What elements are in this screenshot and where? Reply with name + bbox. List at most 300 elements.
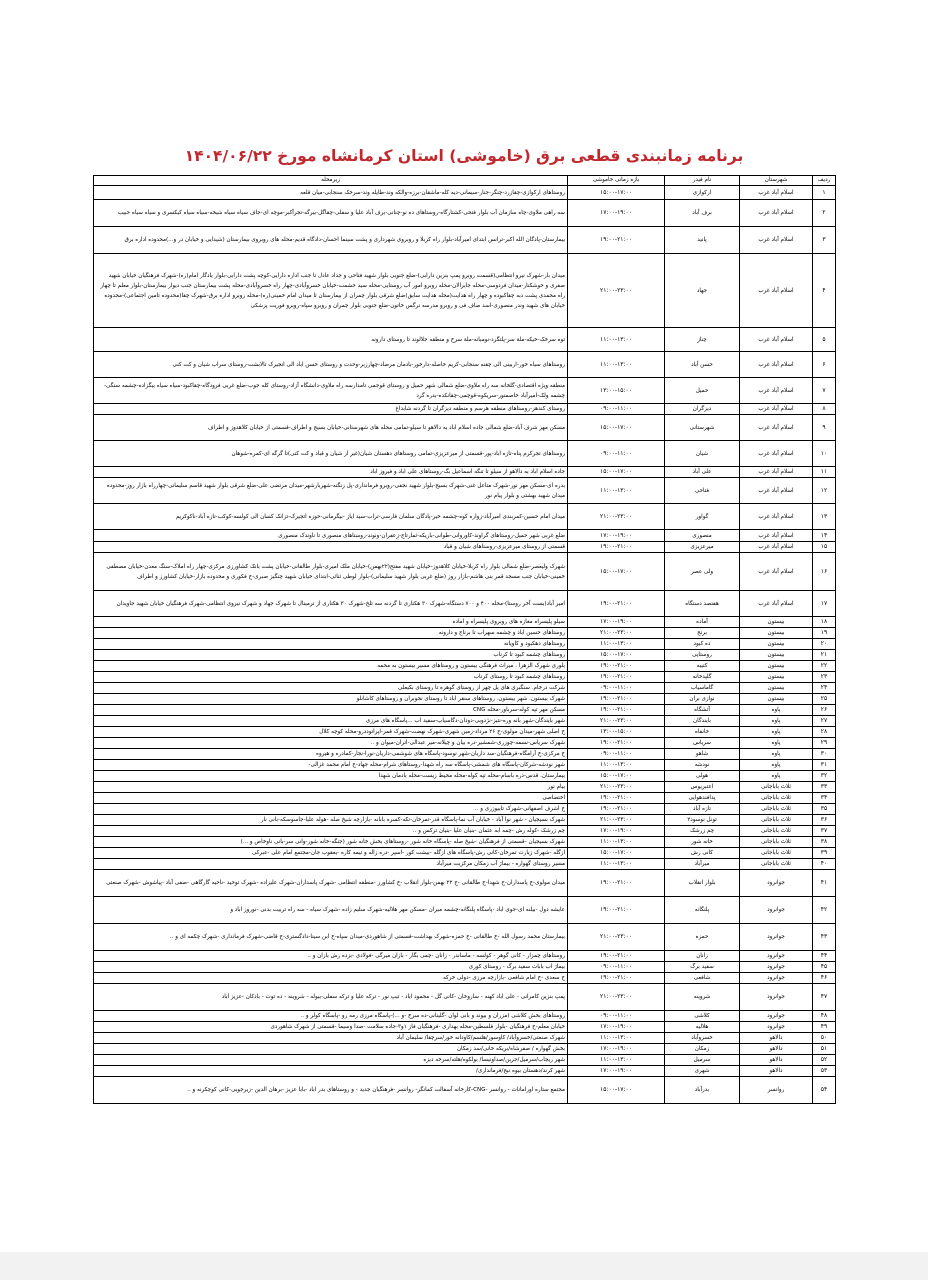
cell-area: خ سعدی -خ امام شافعی -بازارچه مرزی -دولی خرکه — [94, 973, 568, 984]
cell-feeder: کتیبه — [665, 661, 740, 672]
table-row — [94, 859, 836, 870]
cell-time: ۱۹:۰۰-۲۱:۰۰ — [568, 227, 665, 254]
cell-city: جوانرود — [740, 1011, 813, 1022]
cell-row-no: ۵۴ — [813, 1077, 836, 1104]
cell-area: اختصاصی — [94, 793, 568, 804]
cell-area: شهرک سریاس-نسمه-چوزری-شمشیر-دره بیان و چیلانه-میر عبدالی-اتران-میوان و .. — [94, 738, 568, 749]
header-area: زیرمحله — [94, 176, 568, 186]
cell-city: روانسر — [740, 1077, 813, 1104]
cell-time: ۱۵:۰۰-۱۷:۰۰ — [568, 467, 665, 478]
cell-time: ۱۱:۰۰-۱۳:۰۰ — [568, 478, 665, 504]
cell-row-no: ۶ — [813, 352, 836, 378]
cell-feeder: گواور — [665, 504, 740, 530]
table-row — [94, 716, 836, 727]
cell-area: مجتمع ستاره اورامانات - روانسر -CNG-کارخانه آسفالت کمانگر- روانسر -فرهنگیان جدید - و روستاهای بدر اباد -بابا عزیز -برهان الدین -زیرجوبی-کانی کوچکرنه و .. — [94, 1077, 568, 1104]
cell-feeder: تازه آباد — [665, 804, 740, 815]
cell-row-no: ۴۱ — [813, 870, 836, 897]
cell-city: اسلام آباد غرب — [740, 553, 813, 591]
cell-feeder: شافعی — [665, 973, 740, 984]
table-row — [94, 760, 836, 771]
cell-city: اسلام آباد غرب — [740, 352, 813, 378]
cell-area: روستاهای سیاه خور-اربینی الی چقنه سنجابی-کریم خاصله-دارخور-بادمان مرصاد-چهارزبر-وحدت و روستای حسن اباد الی انجیرک تالابشت-روستای سراب شیان و کت کنی — [94, 352, 568, 378]
cell-row-no: ۵۰ — [813, 1033, 836, 1044]
cell-time: ۱۵:۰۰-۱۷:۰۰ — [568, 650, 665, 661]
cell-city: ثلاث باباجانی — [740, 837, 813, 848]
table-row — [94, 227, 836, 254]
cell-area: ضلع غربی شهر حمیل-روستاهای گراوند-کاوروانی-طوانی-باریکه-ثمارتاج-زعفران-ونوند-روستاهای منصوری تا ناوندک منصوری — [94, 530, 568, 542]
cell-feeder: برف آباد — [665, 200, 740, 227]
cell-area: جاده اسلام اباد به دالاهو از سیلو تا تنگه اسماعیل بگ-روستاهای علی اباد و فیروز اباد — [94, 467, 568, 478]
cell-area: شهرک بیستون. شهر بیستون. روستاهای سنقر اباد تا روستای نجوبران و روستاهای کاشانلو — [94, 694, 568, 705]
table-row — [94, 705, 836, 716]
cell-row-no: ۳۱ — [813, 760, 836, 771]
table-row — [94, 694, 836, 705]
cell-feeder: سفید برگ — [665, 962, 740, 973]
cell-city: پاوه — [740, 771, 813, 782]
cell-area: خ اشرف اصفهانی-شهرک تابیوزری و .. — [94, 804, 568, 815]
table-row — [94, 628, 836, 639]
cell-feeder: نودشه — [665, 760, 740, 771]
page-bottom-band — [0, 1252, 928, 1280]
cell-time: ۱۵:۰۰-۱۷:۰۰ — [568, 553, 665, 591]
cell-time: ۲۱:۰۰-۲۳:۰۰ — [568, 924, 665, 951]
cell-time: ۱۹:۰۰-۲۱:۰۰ — [568, 951, 665, 962]
cell-row-no: ۱۷ — [813, 591, 836, 617]
table-body — [94, 186, 836, 1104]
cell-area: شهر نودشه-شرکان-پاسگاه های شمشی-پاسگاه سه راه شهدا-روستاهای شرام-محله جهاد-خ امام محمد غزالی- — [94, 760, 568, 771]
outage-schedule-table — [93, 175, 836, 1104]
cell-city: پاوه — [740, 749, 813, 760]
cell-city: اسلام آباد غرب — [740, 504, 813, 530]
cell-row-no: ۱۳ — [813, 504, 836, 530]
table-row — [94, 962, 836, 973]
cell-row-no: ۱۴ — [813, 530, 836, 542]
table-row — [94, 738, 836, 749]
cell-area: بیماژ اب بابات سفید برگ - روستای کوری — [94, 962, 568, 973]
cell-feeder: سرمیل — [665, 1055, 740, 1066]
cell-city: اسلام آباد غرب — [740, 378, 813, 404]
cell-time: ۱۳:۰۰-۱۵:۰۰ — [568, 727, 665, 738]
cell-feeder: ارکوازی — [665, 186, 740, 200]
table-row — [94, 478, 836, 504]
cell-time: ۱۹:۰۰-۲۱:۰۰ — [568, 804, 665, 815]
cell-row-no: ۵ — [813, 328, 836, 352]
cell-row-no: ۳۶ — [813, 815, 836, 826]
cell-city: ثلاث باباجانی — [740, 859, 813, 870]
cell-city: اسلام آباد غرب — [740, 530, 813, 542]
cell-time: ۱۹:۰۰-۲۱:۰۰ — [568, 738, 665, 749]
cell-row-no: ۴۳ — [813, 924, 836, 951]
cell-area: شهر ریجاب/سرمیل/جرین/صداونیسا/ بولکوه/هلته/سرخه دیزه — [94, 1055, 568, 1066]
cell-area: سیلو پلیسراه مغازه های روبروی پلیسراه و اماده — [94, 617, 568, 628]
cell-area: بیمارستان-پادگان الله اکبر-ترانس ابتدای امیرآباد-بلوار راه کربلا و روبروی شهرداری و پشت سینما احسان-دادگاه قدیم-محله های روبروی بیمارستان (شیدایی و خیابان در و...)محدوده اداره برق — [94, 227, 568, 254]
cell-area: توه سرخک-خیکه-ملة سر-پلتگرد-نومبانه-ملة سرخ و منطقه جلالوند تا روستای دارونه — [94, 328, 568, 352]
cell-row-no: ۲۵ — [813, 694, 836, 705]
cell-time: ۱۳:۰۰-۱۵:۰۰ — [568, 378, 665, 404]
cell-feeder: شروینه — [665, 984, 740, 1011]
cell-area: روستاهای حسین اباد و چشمه سهراب تا برناج و دارونه — [94, 628, 568, 639]
cell-area: شهر کرند/دهستان بیوه نیج/فرمانداری/ — [94, 1066, 568, 1077]
cell-area: ازگله -شهرک زیارت تمرخان-کانی رش-پاسگاه های ازگله -بیشت کور -اسپر -دره زاله و تیمه کاره -یعقوب جان-مجتمع امام علی -عبرکی — [94, 848, 568, 859]
cell-time: ۱۷:۰۰-۱۹:۰۰ — [568, 617, 665, 628]
cell-time: ۱۱:۰۰-۱۳:۰۰ — [568, 639, 665, 650]
cell-time: ۱۹:۰۰-۲۱:۰۰ — [568, 672, 665, 683]
cell-city: جوانرود — [740, 951, 813, 962]
cell-city: پاوه — [740, 738, 813, 749]
cell-time: ۱۷:۰۰-۱۹:۰۰ — [568, 1044, 665, 1055]
cell-city: دالاهو — [740, 1055, 813, 1066]
cell-row-no: ۲۹ — [813, 738, 836, 749]
cell-row-no: ۴۸ — [813, 1011, 836, 1022]
cell-time: ۲۱:۰۰-۲۳:۰۰ — [568, 628, 665, 639]
table-row — [94, 504, 836, 530]
cell-city: جوانرود — [740, 984, 813, 1011]
cell-row-no: ۳۳ — [813, 782, 836, 793]
cell-time: ۱۱:۰۰-۱۳:۰۰ — [568, 859, 665, 870]
cell-time: ۱۱:۰۰-۱۳:۰۰ — [568, 352, 665, 378]
cell-feeder: هلالیه — [665, 1022, 740, 1033]
cell-row-no: ۲ — [813, 200, 836, 227]
cell-row-no: ۴۹ — [813, 1022, 836, 1033]
cell-feeder: چم زرشک — [665, 826, 740, 837]
header-row-no: ردیف — [813, 176, 836, 186]
cell-row-no: ۳۴ — [813, 793, 836, 804]
cell-city: ثلاث باباجانی — [740, 793, 813, 804]
cell-feeder: شهری — [665, 1066, 740, 1077]
cell-row-no: ۷ — [813, 378, 836, 404]
cell-area: پمپ بنزین کامرانی - علی اباد کهنه - ساروخان -کانی گل - محمود اباد - تیپ نور - ترکه علیا و ترکه سفلی-بیوله - شروینه - ده توت - بادکان -عزیز اباد — [94, 984, 568, 1011]
header-city: شهرستان — [740, 176, 813, 186]
table-row — [94, 617, 836, 628]
cell-feeder: زانان — [665, 951, 740, 962]
table-row — [94, 826, 836, 837]
table-row — [94, 749, 836, 760]
cell-feeder: روستایی — [665, 650, 740, 661]
table-row — [94, 771, 836, 782]
cell-feeder: فتاحی — [665, 478, 740, 504]
cell-feeder: تونل نوسود۲ — [665, 815, 740, 826]
cell-time: ۰۹:۰۰-۱۱:۰۰ — [568, 1011, 665, 1022]
cell-feeder: پدافندهوایی — [665, 793, 740, 804]
cell-city: ثلاث باباجانی — [740, 848, 813, 859]
cell-row-no: ۳۸ — [813, 837, 836, 848]
table-row — [94, 984, 836, 1011]
cell-row-no: ۲۲ — [813, 661, 836, 672]
table-row — [94, 186, 836, 200]
cell-area: روستاهای بخش کلاشی (مزران و بیوند و بانی لوان -گلینانی-ده سرخ -و ...)-پاسگاه مرزی رمه رو -پاسگاه کولر و .. — [94, 1011, 568, 1022]
cell-row-no: ۸ — [813, 404, 836, 415]
cell-city: جوانرود — [740, 924, 813, 951]
table-row — [94, 727, 836, 738]
cell-area: روستاهای دهکبود و کاویانه — [94, 639, 568, 650]
cell-feeder: شیان — [665, 441, 740, 467]
cell-row-no: ۴۰ — [813, 859, 836, 870]
cell-time: ۱۱:۰۰-۱۳:۰۰ — [568, 1033, 665, 1044]
cell-feeder: بلوار انقلاب — [665, 870, 740, 897]
table-row — [94, 404, 836, 415]
cell-area: چم زرشک -کوله رش -چمه ابه عثمان -بنیان علیا -بنیان ترکس و .. — [94, 826, 568, 837]
table-row — [94, 415, 836, 441]
cell-row-no: ۴۷ — [813, 984, 836, 1011]
cell-city: اسلام آباد غرب — [740, 186, 813, 200]
cell-feeder: حمزه — [665, 924, 740, 951]
table-row — [94, 815, 836, 826]
cell-row-no: ۴۲ — [813, 897, 836, 924]
cell-feeder: خانقاه — [665, 727, 740, 738]
cell-area: روستاهای چمزار - کانی گوهر - کولسه - ماساندر - زانان -چمی بگار - بازان میرگی -فولادی -بزده رش بازان و .. — [94, 951, 568, 962]
cell-row-no: ۵۳ — [813, 1066, 836, 1077]
cell-city: جوانرود — [740, 1022, 813, 1033]
cell-time: ۰۹:۰۰-۱۱:۰۰ — [568, 749, 665, 760]
cell-feeder: بدرآباد — [665, 1077, 740, 1104]
cell-city: اسلام آباد غرب — [740, 328, 813, 352]
cell-row-no: ۳۷ — [813, 826, 836, 837]
cell-city: بیستون — [740, 617, 813, 628]
cell-row-no: ۲۶ — [813, 705, 836, 716]
cell-city: دالاهو — [740, 1033, 813, 1044]
cell-city: اسلام آباد غرب — [740, 478, 813, 504]
cell-time: ۲۱:۰۰-۲۳:۰۰ — [568, 782, 665, 793]
cell-city: جوانرود — [740, 973, 813, 984]
cell-area: مسکن مهر تپه کوله-سرباور-محله CNG — [94, 705, 568, 716]
cell-time: ۱۷:۰۰-۱۹:۰۰ — [568, 1022, 665, 1033]
table-row — [94, 441, 836, 467]
table-row — [94, 553, 836, 591]
cell-area: شهرک بسیجیان -قسمتی از فرهنگیان -شیخ صله -پاسگاه خانه شور -روستاهای بخش خانه شور (جنگه-خانه شور-وانی سر-بانی ناوخاص و ...) — [94, 837, 568, 848]
cell-row-no: ۲۸ — [813, 727, 836, 738]
cell-row-no: ۳۲ — [813, 771, 836, 782]
cell-row-no: ۱۸ — [813, 617, 836, 628]
cell-feeder: آتشگاه — [665, 705, 740, 716]
cell-area: خ مرکزی-خ آرامگاه-فرهنگیان-سد داریان-شهر نوسود-پاسگاه های شوشمی-داریان-نورا-نجار-کمادره و هیروه — [94, 749, 568, 760]
cell-city: جوانرود — [740, 897, 813, 924]
outage-schedule-sheet — [93, 175, 835, 1104]
cell-row-no: ۳ — [813, 227, 836, 254]
cell-city: اسلام آباد غرب — [740, 591, 813, 617]
table-row — [94, 870, 836, 897]
cell-row-no: ۳۵ — [813, 804, 836, 815]
cell-time: ۲۱:۰۰-۲۳:۰۰ — [568, 984, 665, 1011]
cell-area: مسیر روستای گهواره - بیماژ آب زمکان مرکزیت میرآباد — [94, 859, 568, 870]
cell-row-no: ۱۲ — [813, 478, 836, 504]
cell-time: ۱۹:۰۰-۲۱:۰۰ — [568, 694, 665, 705]
cell-city: اسلام آباد غرب — [740, 404, 813, 415]
cell-time: ۱۱:۰۰-۱۳:۰۰ — [568, 760, 665, 771]
table-row — [94, 837, 836, 848]
cell-time: ۲۱:۰۰-۲۳:۰۰ — [568, 815, 665, 826]
cell-feeder: شهرستانی — [665, 415, 740, 441]
table-row — [94, 951, 836, 962]
cell-time: ۱۵:۰۰-۱۷:۰۰ — [568, 1077, 665, 1104]
cell-time: ۱۱:۰۰-۱۳:۰۰ — [568, 328, 665, 352]
cell-time: ۱۵:۰۰-۱۷:۰۰ — [568, 771, 665, 782]
cell-row-no: ۲۴ — [813, 683, 836, 694]
table-row — [94, 352, 836, 378]
table-row — [94, 254, 836, 328]
cell-area: شرکت درخام. سنگبری های پل چهر از روستای گوهره تا روستای بکیعلی — [94, 683, 568, 694]
table-row — [94, 328, 836, 352]
cell-city: پاوه — [740, 727, 813, 738]
cell-city: بیستون — [740, 628, 813, 639]
cell-area: شهرک بسیجیان - شهر نوا آباد - خیابان آب نما-پاسگاه قدر-تمرخان-تکه-کسره بابانه -بازارچه شیخ صله -هوله علیا-جاسوسکه-بانی نار — [94, 815, 568, 826]
cell-feeder: بایندگان — [665, 716, 740, 727]
cell-city: پاوه — [740, 760, 813, 771]
cell-city: ثلاث باباجانی — [740, 804, 813, 815]
cell-time: ۰۹:۰۰-۱۱:۰۰ — [568, 404, 665, 415]
cell-row-no: ۵۲ — [813, 1055, 836, 1066]
cell-row-no: ۴۴ — [813, 951, 836, 962]
table-row — [94, 378, 836, 404]
cell-feeder: شاهو — [665, 749, 740, 760]
cell-row-no: ۲۰ — [813, 639, 836, 650]
cell-city: جوانرود — [740, 962, 813, 973]
cell-city: جوانرود — [740, 870, 813, 897]
cell-city: ثلاث باباجانی — [740, 815, 813, 826]
cell-row-no: ۲۳ — [813, 672, 836, 683]
cell-feeder: سریاس — [665, 738, 740, 749]
cell-row-no: ۱۰ — [813, 441, 836, 467]
cell-time: ۲۱:۰۰-۲۳:۰۰ — [568, 254, 665, 328]
cell-area: خیابان معلم-خ فرهنگیان -بلوار فلسطین-محله بهداری -فرهنگیان فاز ۱و۳-جاده سلامت -صدا وسیما -قسمتی از شهرک شاهوردی — [94, 1022, 568, 1033]
cell-city: بیستون — [740, 694, 813, 705]
cell-time: ۱۹:۰۰-۲۱:۰۰ — [568, 973, 665, 984]
table-row — [94, 591, 836, 617]
cell-row-no: ۲۷ — [813, 716, 836, 727]
cell-city: پاوه — [740, 705, 813, 716]
cell-row-no: ۴۶ — [813, 973, 836, 984]
cell-feeder: پلنگانه — [665, 897, 740, 924]
cell-feeder: هولی — [665, 771, 740, 782]
cell-feeder: زمکان — [665, 1044, 740, 1055]
table-row — [94, 683, 836, 694]
cell-feeder: حمیل — [665, 378, 740, 404]
cell-row-no: ۱۵ — [813, 542, 836, 553]
cell-time: ۱۹:۰۰-۲۱:۰۰ — [568, 897, 665, 924]
cell-time: ۱۷:۰۰-۱۹:۰۰ — [568, 530, 665, 542]
table-row — [94, 639, 836, 650]
cell-time: ۱۷:۰۰-۱۹:۰۰ — [568, 200, 665, 227]
cell-time: ۱۵:۰۰-۱۷:۰۰ — [568, 848, 665, 859]
table-row — [94, 542, 836, 553]
cell-feeder: ده کبود — [665, 639, 740, 650]
cell-area: شهرک صنعتی/خسروآباد/ کاوسور/هلسم/کاودانه خور/سرچقا/ سلیمان آباد — [94, 1033, 568, 1044]
cell-city: دالاهو — [740, 1044, 813, 1055]
cell-area: قسمتی از روستای میرعزیزی-روستاهای شیان و قباد — [94, 542, 568, 553]
table-row — [94, 793, 836, 804]
cell-feeder: ولی عصر — [665, 553, 740, 591]
cell-feeder: هفتصد دستگاه — [665, 591, 740, 617]
cell-area: بلوری شهرک الزهرا . میراث فرهنگی بیستون و روستاهای مسیر بیستون به محمه — [94, 661, 568, 672]
table-row — [94, 467, 836, 478]
cell-city: بیستون — [740, 672, 813, 683]
cell-city: اسلام آباد غرب — [740, 467, 813, 478]
cell-feeder: خسروآباد — [665, 1033, 740, 1044]
header-time: بازه زمانی خاموشی — [568, 176, 665, 186]
table-row — [94, 897, 836, 924]
cell-area: روستاهای تجرکرم پناه-تازه اباد-پور-قسمتی از میرعزیزی-تمامی روستاهای دهستان شیان(غیر از شیان و قباد و کت کنی)تا گرگه ای-کمره-شوهان — [94, 441, 568, 467]
cell-feeder: منصوری — [665, 530, 740, 542]
table-row — [94, 1066, 836, 1077]
cell-row-no: ۱ — [813, 186, 836, 200]
table-row — [94, 1055, 836, 1066]
cell-time: ۰۹:۰۰-۱۱:۰۰ — [568, 962, 665, 973]
cell-city: بیستون — [740, 683, 813, 694]
table-row — [94, 1022, 836, 1033]
cell-time: ۰۹:۰۰-۱۱:۰۰ — [568, 441, 665, 467]
table-row — [94, 200, 836, 227]
cell-city: اسلام آباد غرب — [740, 200, 813, 227]
cell-feeder: علی آباد — [665, 467, 740, 478]
cell-row-no: ۱۹ — [813, 628, 836, 639]
table-row — [94, 1011, 836, 1022]
cell-city: اسلام آباد غرب — [740, 542, 813, 553]
cell-area: بیمارستان. قدس-دره باسام-محله تپه کوله-محله محیط زیست-محله بادمان شهدا — [94, 771, 568, 782]
table-row — [94, 973, 836, 984]
cell-time: ۲۱:۰۰-۲۳:۰۰ — [568, 716, 665, 727]
cell-area: روستاهای چشمه کبود تا روستای کرناب — [94, 672, 568, 683]
cell-row-no: ۱۶ — [813, 553, 836, 591]
cell-row-no: ۳۰ — [813, 749, 836, 760]
cell-feeder: پانید — [665, 227, 740, 254]
table-row — [94, 924, 836, 951]
cell-feeder: میرآباد — [665, 859, 740, 870]
cell-row-no: ۳۹ — [813, 848, 836, 859]
cell-area: شهرک ولیعصر-ضلع شمالی بلوار راه کربلا-خیابان کلاهدوز-خیابان شهید مفتح(۲۲بهمن)-خیابان ملک امیری-بلوار طالقانی-خیابان پشت بانک کشاورزی مرکزی-چهار راه املاک-سنگ معدن-خیابان مصطفی خمینی-خیابان جنب مسجد قمر بنی هاشم-بازار روز (ضلع غربی بلوار شهید سلیمانی)-بلوار لوطی ثنائی-ابتدای خیابان شهید چنگیز صبری-خ فکوری و محدوده بازار-خیابان کشاورز و اطراف — [94, 553, 568, 591]
cell-area: بدره ای-مسکن مهر نور-شهرک متاعل غنی-شهرک بسیج-بلوار شهید نجفی-روبرو فرمانداری-پل زنگنه-شهربارشهر-میدان مرتضی علی-ضلع شرقی بلوار شهید قاسم سلیمانی-چهارراه بازار روز-محدوده میدان شهید بهشتی و بلوار پیام نور — [94, 478, 568, 504]
cell-time: ۱۵:۰۰-۱۷:۰۰ — [568, 415, 665, 441]
cell-city: اسلام آباد غرب — [740, 415, 813, 441]
cell-feeder: حسن آباد — [665, 352, 740, 378]
cell-time: ۱۹:۰۰-۲۱:۰۰ — [568, 542, 665, 553]
cell-area: بخش گهواره / صفرشاه/بریکه خانی/سد زمکان — [94, 1044, 568, 1055]
cell-feeder: نوازی بران — [665, 694, 740, 705]
cell-row-no: ۵۱ — [813, 1044, 836, 1055]
cell-area: میدان امام حسین-کمربندی امیرآباد-زواره کوه-چشمه خیر-پادگان سلمان فارسی-تراب-سید ایاز -بیگرمانی-حوزه اتجیرک-تزانک کسان الی کولسه-کوکب-تازه آباد-ناکوکریم — [94, 504, 568, 530]
cell-area: سه راهی ملاوی-چاه سازمان آب بلوار فتحی-کشتارگاه-روستاهای ده نو-چنانی-برف آباد علیا و سفلی-چقاگل-بیرگه-تجرآکبر-موچه ای-جاف سیاه سیاه شیخه-سیاه سیاه کیکسری و سیاه سیاه حبیب — [94, 200, 568, 227]
table-row — [94, 672, 836, 683]
cell-city: پاوه — [740, 716, 813, 727]
cell-area: روستاهای چشمه کبود تا کرناب — [94, 650, 568, 661]
cell-city: ثلاث باباجانی — [740, 782, 813, 793]
cell-feeder: کلاشی — [665, 1011, 740, 1022]
cell-area: میدان مولوی-خ پاسداران-خ شهدا-خ طالقانی -خ ۲۲ بهمن-بلوار انقلاب -خ کشاورز -منطقه انتظامی -شهرک پاسداران-شهرک علیزاده -شهرک توحید -ناحیه گارگاهی -صفی آباد -پیاشوش -شهرک صنعتی — [94, 870, 568, 897]
header-feeder: نام فیدر — [665, 176, 740, 186]
cell-feeder: آماده — [665, 617, 740, 628]
table-header-row — [94, 176, 836, 186]
cell-time: ۱۱:۰۰-۱۳:۰۰ — [568, 837, 665, 848]
cell-feeder: کانی رش — [665, 848, 740, 859]
cell-row-no: ۲۱ — [813, 650, 836, 661]
cell-area: عایشه دول -بیلنه ای-جوی اباد -پاسگاه پلنگانه-چشمه میران -مسکن مهر هلالیه-شهرک سلیم زاده -شهرک سیاه - سه راه تربیت بدنی -نوروز اباد و — [94, 897, 568, 924]
cell-feeder: میرعزیزی — [665, 542, 740, 553]
cell-feeder: چناز — [665, 328, 740, 352]
cell-feeder: جهاد — [665, 254, 740, 328]
cell-time: ۱۹:۰۰-۲۱:۰۰ — [568, 661, 665, 672]
table-row — [94, 650, 836, 661]
table-row — [94, 1077, 836, 1104]
cell-time: ۱۷:۰۰-۱۹:۰۰ — [568, 826, 665, 837]
cell-time: ۱۹:۰۰-۲۱:۰۰ — [568, 793, 665, 804]
cell-feeder: گاماسیاب — [665, 683, 740, 694]
cell-area: شهر بایندگان-شهر بانه وره-نتیز-نژدوبی-دودان-دگاسیاب-سفید اب ...پاسگاه های مرزی — [94, 716, 568, 727]
table-row — [94, 804, 836, 815]
table-row — [94, 661, 836, 672]
cell-city: اسلام آباد غرب — [740, 441, 813, 467]
cell-time: ۱۱:۰۰-۱۳:۰۰ — [568, 1055, 665, 1066]
cell-city: ثلاث باباجانی — [740, 826, 813, 837]
page-title: برنامه زمانبندی قطعی برق (خاموشی) استان کرمانشاه مورخ ۱۴۰۴/۰۶/۲۲ — [184, 147, 744, 165]
cell-area: امیر آباد(بست آخر روستا)-محله ۴۰۰ و ۷۰۰ دستگاه-شهرک ۳۰ هکتاری تا گردنه سه تلخ-شهرک ۳۰ هکتاری از ترمینال تا شهرک جهاد و شهرک نیروی انتظامی-شهرک فرهنگیان خیابان شهید جاویدان — [94, 591, 568, 617]
